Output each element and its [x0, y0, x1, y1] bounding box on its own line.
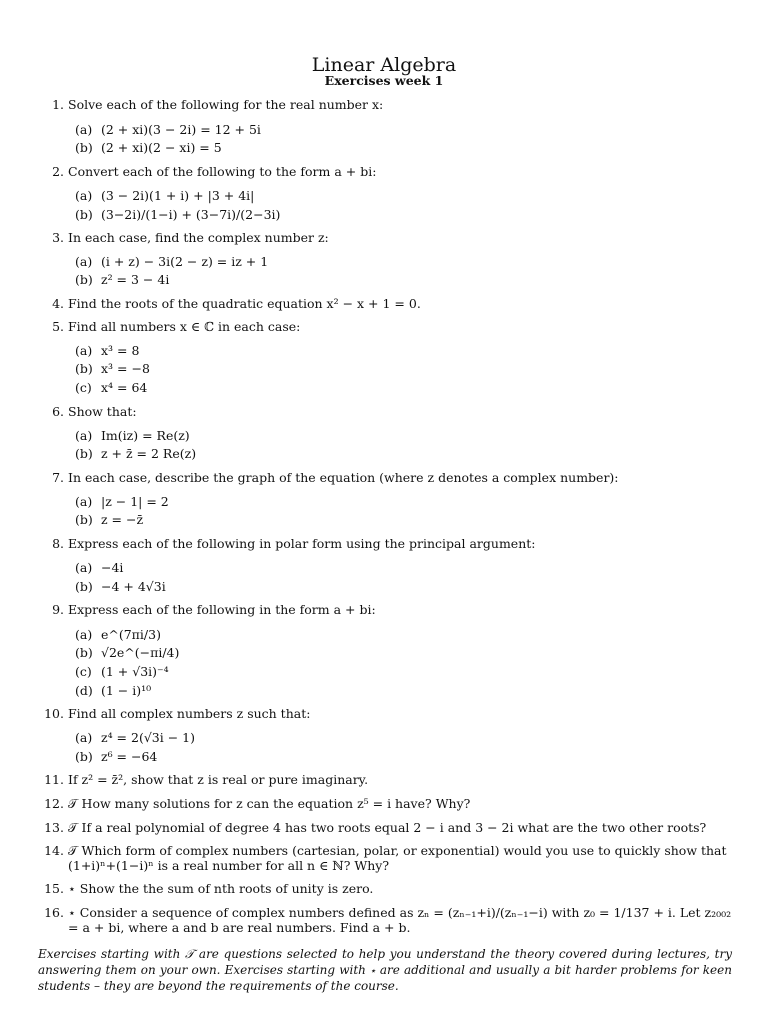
item-label: (b)	[75, 446, 93, 461]
exercise-text: 𝒯 Which form of complex numbers (cartesian, polar, or exponential) would you use to quickly show that (1+i)ⁿ+(1−i)ⁿ is a real number for all n ∈ ℕ? Why?	[68, 843, 727, 873]
item-label: (c)	[75, 664, 92, 679]
item-label: (a)	[75, 428, 93, 443]
exercise-number: 7.	[52, 470, 64, 485]
exercise-number: 9.	[52, 602, 64, 617]
exercise-item	[75, 664, 675, 679]
item-text: √2e^(−πi/4)	[100, 645, 180, 660]
exercise-item	[75, 645, 675, 660]
item-text: z + z̄ = 2 Re(z)	[100, 446, 197, 461]
exercise-number: 11.	[44, 772, 64, 787]
exercise-text: Find all complex numbers z such that:	[68, 706, 311, 721]
item-text: −4 + 4√3i	[100, 579, 166, 594]
item-text: Im(iz) = Re(z)	[100, 428, 190, 443]
item-text: x⁴ = 64	[100, 380, 148, 395]
exercise-item	[75, 749, 675, 764]
exercise-item	[75, 140, 675, 155]
item-text: (1 + √3i)⁻⁴	[100, 664, 169, 679]
item-label: (b)	[75, 140, 93, 155]
item-label: (a)	[75, 560, 93, 575]
exercise-number: 6.	[52, 404, 64, 419]
item-text: z⁶ = −64	[100, 749, 158, 764]
exercise-text: Find all numbers x ∈ ℂ in each case:	[68, 319, 301, 334]
exercise-item	[75, 494, 675, 509]
exercise-text: ⋆ Show the the sum of nth roots of unity is zero.	[68, 881, 374, 896]
item-text: z⁴ = 2(√3i − 1)	[100, 730, 195, 745]
item-label: (b)	[75, 361, 93, 376]
exercise-number: 15.	[44, 881, 64, 896]
item-text: x³ = 8	[100, 343, 140, 358]
item-label: (b)	[75, 272, 93, 287]
exercise-item	[75, 683, 675, 698]
exercise-text: In each case, find the complex number z:	[68, 230, 329, 245]
item-label: (a)	[75, 343, 93, 358]
item-label: (a)	[75, 627, 93, 642]
footnote: Exercises starting with 𝒯 are questions selected to help you understand the theory covered during lectures, try answering them on your own. Exercises starting with ⋆ are additional and usually a bit harder problems for keen students – they are beyond the requirements of the course.	[38, 947, 732, 993]
exercise-item	[75, 579, 675, 594]
exercise-text: Show that:	[68, 404, 137, 419]
exercise-item	[75, 512, 675, 527]
item-text: (3−2i)/(1−i) + (3−7i)/(2−3i)	[100, 207, 281, 222]
exercise-number: 1.	[52, 97, 64, 112]
item-text: |z − 1| = 2	[100, 494, 169, 509]
exercise-text: If z² = z̄², show that z is real or pure imaginary.	[68, 772, 369, 787]
item-label: (d)	[75, 683, 93, 698]
item-text: x³ = −8	[100, 361, 150, 376]
item-text: (i + z) − 3i(2 − z) = iz + 1	[100, 254, 269, 269]
item-text: z = −z̄	[100, 512, 144, 527]
exercise-item	[75, 446, 675, 461]
exercise-text: Solve each of the following for the real number x:	[68, 97, 384, 112]
exercise-item	[75, 730, 675, 745]
exercise-item	[75, 272, 675, 287]
item-label: (c)	[75, 380, 92, 395]
exercise-number: 5.	[52, 319, 64, 334]
exercise-item	[75, 254, 675, 269]
exercise-item	[75, 122, 675, 137]
exercise-number: 12.	[44, 796, 64, 811]
item-text: (1 − i)¹⁰	[100, 683, 152, 698]
exercise-item	[75, 560, 675, 575]
exercise-number: 13.	[44, 820, 64, 835]
item-text: (2 + xi)(2 − xi) = 5	[100, 140, 222, 155]
item-label: (a)	[75, 254, 93, 269]
exercise-number: 2.	[52, 164, 64, 179]
item-label: (a)	[75, 730, 93, 745]
exercise-number: 8.	[52, 536, 64, 551]
item-label: (b)	[75, 749, 93, 764]
exercise-item	[75, 188, 675, 203]
exercise-number: 3.	[52, 230, 64, 245]
item-label: (a)	[75, 494, 93, 509]
exercise-text: 𝒯 If a real polynomial of degree 4 has two roots equal 2 − i and 3 − 2i what are the two other roots?	[68, 820, 707, 835]
item-text: −4i	[100, 560, 124, 575]
item-text: z² = 3 − 4i	[100, 272, 170, 287]
item-text: (2 + xi)(3 − 2i) = 12 + 5i	[100, 122, 261, 137]
exercise-text: Express each of the following in the form a + bi:	[68, 602, 376, 617]
exercise-item	[75, 627, 675, 642]
item-label: (b)	[75, 579, 93, 594]
exercise-text: ⋆ Consider a sequence of complex numbers defined as zₙ = (zₙ₋₁+i)/(zₙ₋₁−i) with z₀ = 1/137 + i. Let z₂₀₀₂ = a + bi, where a and b are real numbers. Find a + b.	[68, 905, 732, 935]
item-label: (a)	[75, 188, 93, 203]
item-text: (3 − 2i)(1 + i) + |3 + 4i|	[100, 188, 255, 203]
exercise-number: 16.	[44, 905, 64, 920]
item-text: e^(7πi/3)	[100, 627, 161, 642]
exercise-text: Find the roots of the quadratic equation x² − x + 1 = 0.	[68, 296, 421, 311]
exercise-item	[75, 380, 675, 395]
exercise-item	[75, 361, 675, 376]
item-label: (b)	[75, 207, 93, 222]
exercise-item	[75, 207, 675, 222]
item-label: (b)	[75, 512, 93, 527]
exercise-text: In each case, describe the graph of the equation (where z denotes a complex number):	[68, 470, 619, 485]
page-title: Linear Algebra	[311, 54, 457, 76]
item-label: (a)	[75, 122, 93, 137]
exercise-text: Convert each of the following to the form a + bi:	[68, 164, 377, 179]
exercise-text: Express each of the following in polar form using the principal argument:	[68, 536, 536, 551]
exercise-item	[75, 428, 675, 443]
exercise-number: 4.	[52, 296, 64, 311]
item-label: (b)	[75, 645, 93, 660]
exercise-number: 10.	[44, 706, 64, 721]
page-subtitle: Exercises week 1	[324, 73, 444, 88]
exercise-number: 14.	[44, 843, 64, 858]
exercise-item	[75, 343, 675, 358]
exercise-text: 𝒯 How many solutions for z can the equation z⁵ = i have? Why?	[68, 796, 471, 811]
